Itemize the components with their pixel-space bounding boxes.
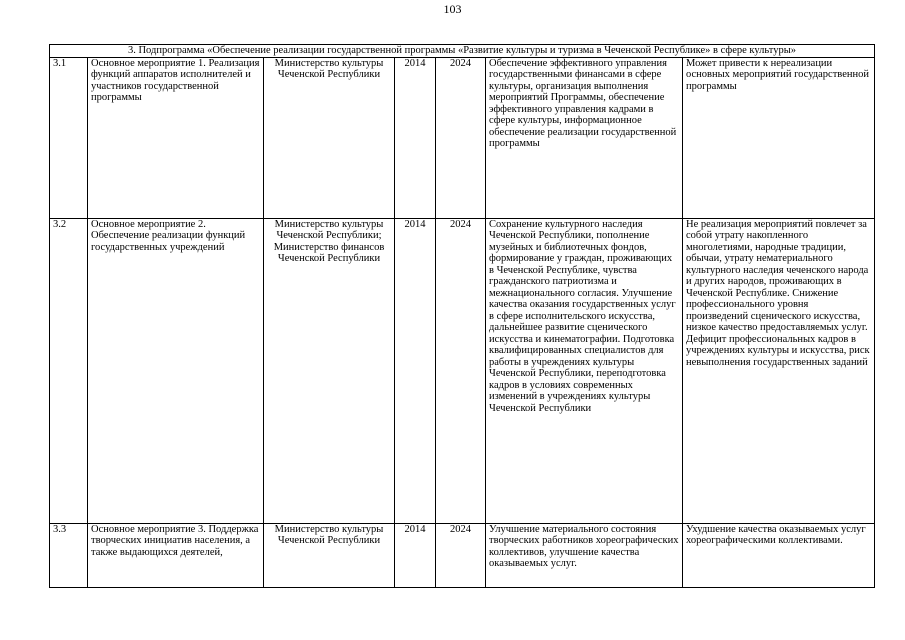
consequence-cell: Может привести к нереализации основных мероприятий государственной программы — [683, 57, 875, 218]
end-year-cell: 2024 — [436, 57, 486, 218]
result-cell: Улучшение материального состояния творческих работников хореографических коллективов, улучшение качества оказываемых услуг. — [486, 523, 683, 587]
page-number: 103 — [443, 2, 462, 16]
executor-cell: Министерство культуры Чеченской Республики — [264, 57, 395, 218]
executor-cell: Министерство культуры Чеченской Республики — [264, 523, 395, 587]
end-year-cell: 2024 — [436, 523, 486, 587]
executor-cell: Министерство культуры Чеченской Республики; Министерство финансов Чеченской Республики — [264, 218, 395, 523]
start-year-cell: 2014 — [395, 523, 436, 587]
table-row — [50, 523, 875, 587]
start-year-cell: 2014 — [395, 57, 436, 218]
row-number: 3.3 — [50, 523, 88, 587]
row-number: 3.2 — [50, 218, 88, 523]
event-cell: Основное мероприятие 1. Реализация функций аппаратов исполнителей и участников государственной программы — [88, 57, 264, 218]
consequence-cell: Не реализация мероприятий повлечет за собой утрату накопленного многолетиями, народные традиции, обычаи, утрату нематериального культурного наследия чеченского народа и других народов, проживающих в Чеченской Республике. Снижение профессионального уровня произведений сценического искусства, низкое качество предоставляемых услуг. Дефицит профессиональных кадров в учреждениях культуры и искусства, риск невыполнения государственных заданий — [683, 218, 875, 523]
section-title: 3. Подпрограмма «Обеспечение реализации государственной программы «Развитие культуры и туризма в Чеченской Республике» в сфере культуры» — [50, 45, 875, 58]
table-row — [50, 57, 875, 218]
event-cell: Основное мероприятие 2. Обеспечение реализации функций государственных учреждений — [88, 218, 264, 523]
row-number: 3.1 — [50, 57, 88, 218]
result-cell: Обеспечение эффективного управления государственными финансами в сфере культуры, организация выполнения мероприятий Программы, обеспечение эффективного управления кадрами в сфере культуры, информационное обеспечение реализации государственной программы — [486, 57, 683, 218]
start-year-cell: 2014 — [395, 218, 436, 523]
program-table — [49, 44, 875, 588]
result-cell: Сохранение культурного наследия Чеченской Республики, пополнение музейных и библиотечных фондов, формирование у граждан, проживающих в Чеченской Республике, чувства гражданского патриотизма и межнационального согласия. Улучшение качества оказания государственных услуг в сфере исполнительского искусства, дальнейшее развитие сценического искусства и кинематографии. Подготовка квалифицированных специалистов для работы в учреждениях культуры Чеченской Республики, переподготовка кадров в условиях современных изменений в учреждениях культуры Чеченской Республики — [486, 218, 683, 523]
end-year-cell: 2024 — [436, 218, 486, 523]
table-row — [50, 218, 875, 523]
consequence-cell: Ухудшение качества оказываемых услуг хореографическими коллективами. — [683, 523, 875, 587]
section-header-row — [50, 45, 875, 58]
event-cell: Основное мероприятие 3. Поддержка творческих инициатив населения, а также выдающихся деятелей, — [88, 523, 264, 587]
